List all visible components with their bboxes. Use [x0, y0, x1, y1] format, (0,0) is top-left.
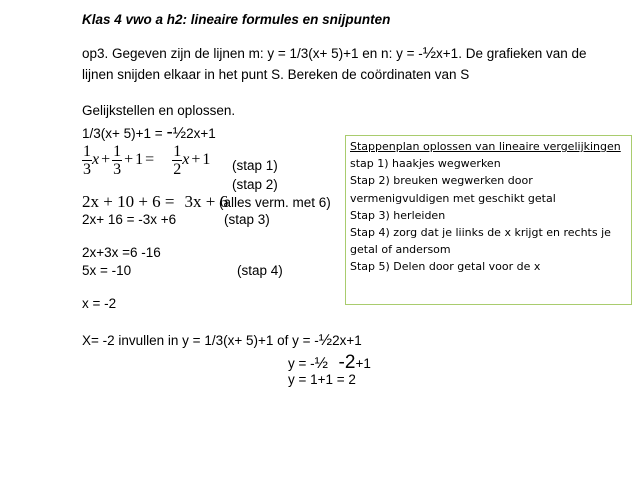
stappenplan-box — [345, 135, 632, 305]
half-symbol: ½ — [314, 355, 328, 372]
problem-text-b: x+1. De grafieken van de — [436, 46, 587, 61]
step-3-label: (stap 3) — [224, 212, 270, 227]
step-4-label: (stap 4) — [237, 263, 283, 278]
fraction: $\frac{1}{3}$ — [83, 143, 91, 178]
equation-3: 2x+ 16 = -3x +6 — [82, 212, 177, 227]
fraction: $\frac{1}{2}$ — [173, 143, 182, 178]
y-equation-2: y = 1+1 = 2 — [288, 372, 356, 387]
equation-4: 2x+3x =6 -16 — [82, 245, 161, 260]
substitution-line — [82, 332, 362, 350]
sub-text: X= -2 invullen in y = 1/3(x+ 5)+1 of y = - — [82, 333, 319, 348]
equation-5: 5x = -10 — [82, 263, 132, 278]
problem-text-a: op3. Gegeven zijn de lijnen m: y = 1/3(x+ 5)+1 en n: y = - — [82, 46, 423, 61]
stappenplan-line: Stap 5) Delen door getal voor de x — [350, 260, 541, 274]
stappenplan-heading: Stappenplan oplossen van lineaire vergelijkingen — [350, 140, 621, 153]
eq1-left: 1/3(x+ 5)+1 = — [82, 126, 167, 141]
stappenplan-line: vermenigvuldigen met geschikt getal — [350, 191, 556, 205]
step-2-note: (alles verm. met 6) — [219, 195, 331, 210]
half-symbol: ½ — [422, 45, 437, 62]
minus-sign: - — [166, 122, 173, 143]
equation-1 — [82, 122, 216, 144]
stappenplan-line: Stap 4) zorg dat je liinks de x krijgt en rechts je — [350, 226, 611, 240]
eq1-right: 2x+1 — [186, 126, 216, 141]
step-2-label: (stap 2) — [232, 177, 278, 192]
problem-line-1 — [82, 45, 587, 63]
half-symbol: ½ — [318, 332, 333, 349]
eq2-left: 2x + 10 + 6 = — [82, 192, 175, 211]
problem-line-2: lijnen snijden elkaar in het punt S. Bereken de coördinaten van S — [82, 67, 470, 82]
solution-intro: Gelijkstellen en oplossen. — [82, 103, 236, 118]
y-equation-1: y = -½ -2+1 — [288, 352, 371, 373]
stappenplan-line: stap 1) haakjes wegwerken — [350, 157, 501, 171]
half-symbol: ½ — [172, 125, 187, 142]
equation-6: x = -2 — [82, 296, 117, 311]
equation-2 — [82, 192, 228, 212]
fraction: $\frac{1}{3}$ — [113, 143, 122, 178]
page-title: Klas 4 vwo a h2: lineaire formules en snijpunten — [82, 12, 391, 27]
step-1-label: (stap 1) — [232, 158, 278, 173]
fraction-equation: $\frac{1}{3}$ x + $\frac{1}{3}$ + 1 = $\frac{1}{2}$ x + 1 — [83, 143, 211, 178]
stappenplan-line: Stap 2) breuken wegwerken door — [350, 174, 533, 188]
eq2-right: 3x + 6 — [184, 192, 229, 211]
sub-tail: 2x+1 — [332, 333, 362, 348]
stappenplan-line: Stap 3) herleiden — [350, 208, 446, 222]
stappenplan-line: getal of andersom — [350, 243, 451, 257]
